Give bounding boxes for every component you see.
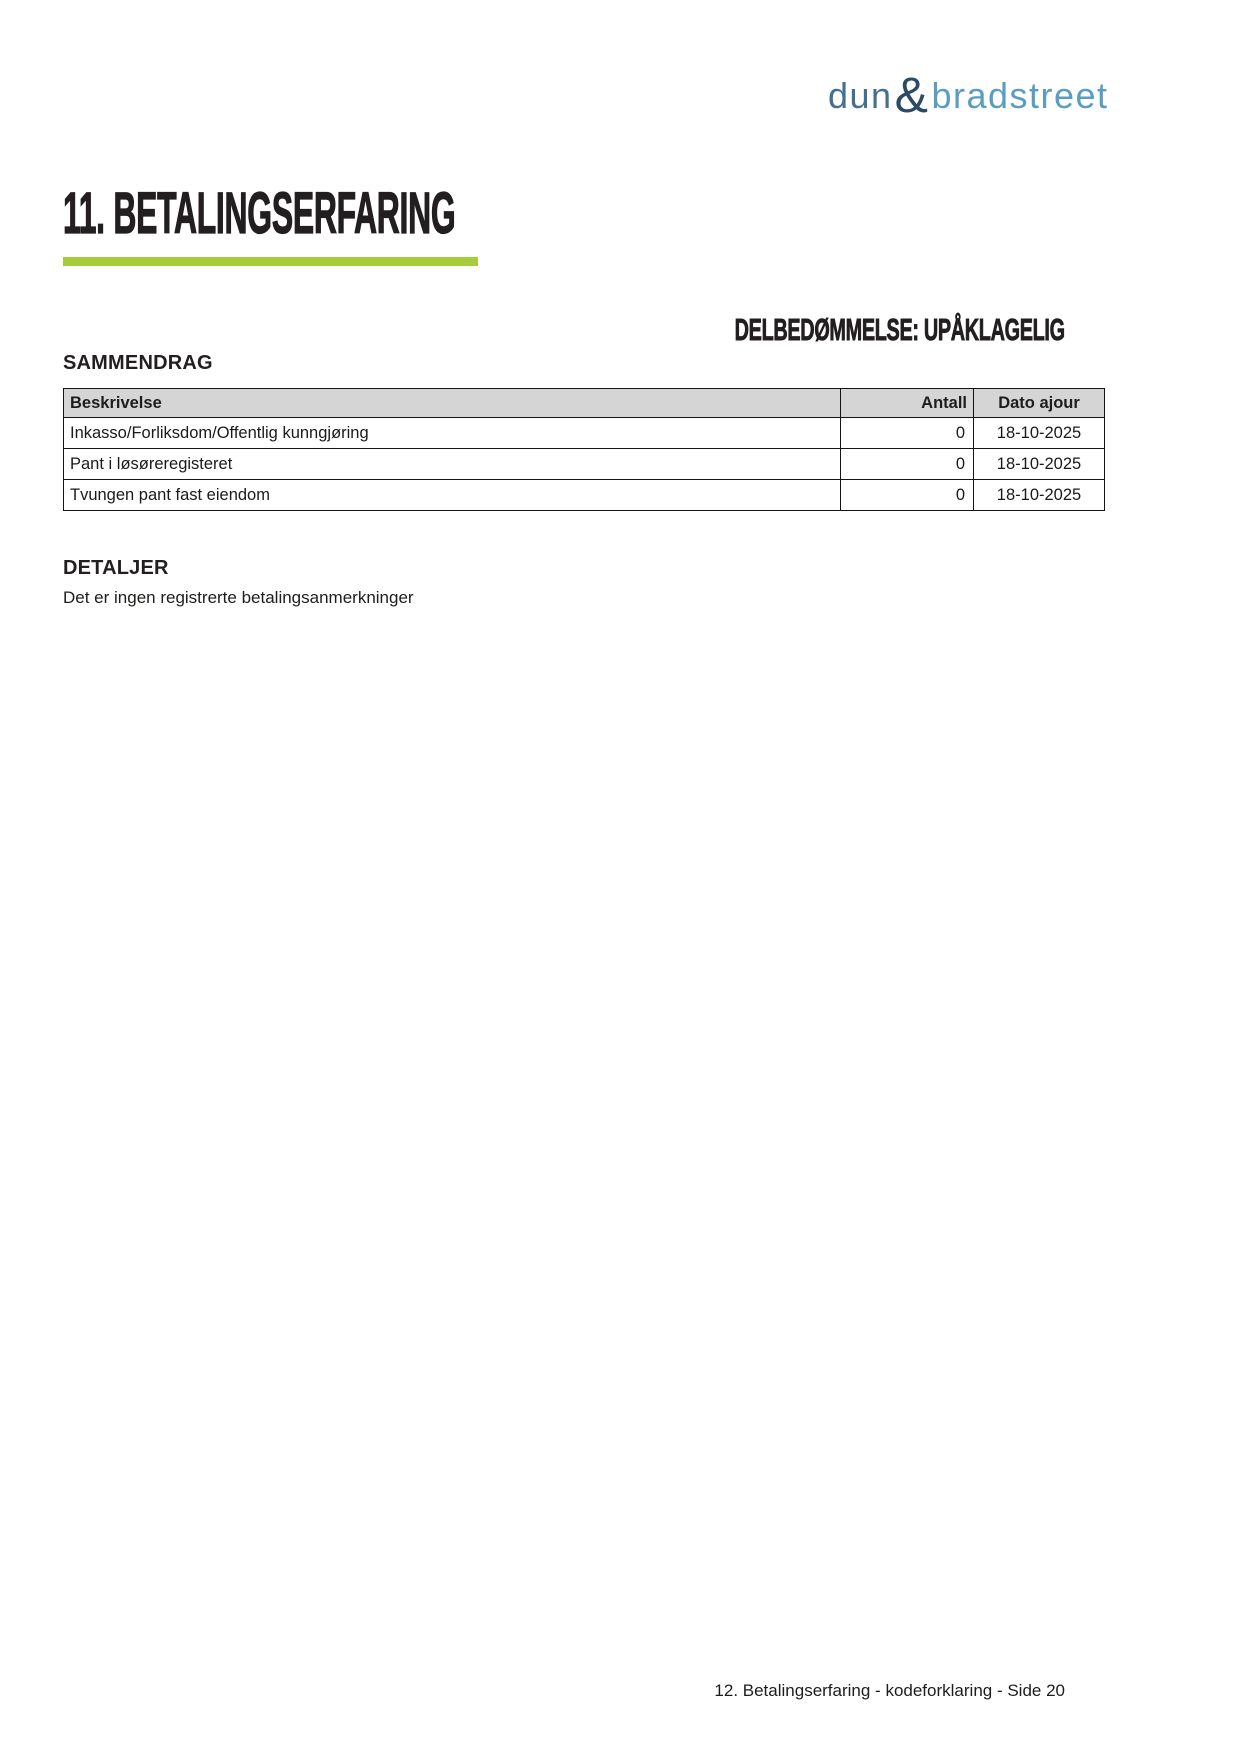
page-title: 11. BETALINGSERFARING [63, 181, 456, 246]
section-label-detaljer: DETALJER [63, 557, 169, 579]
accent-rule [63, 257, 478, 266]
dun-bradstreet-logo [828, 67, 1109, 123]
cell-beskrivelse: Inkasso/Forliksdom/Offentlig kunngjøring [64, 418, 841, 449]
cell-dato-ajour: 18-10-2025 [974, 480, 1105, 511]
cell-dato-ajour: 18-10-2025 [974, 418, 1105, 449]
table-row [64, 449, 1105, 480]
column-header-beskrivelse: Beskrivelse [64, 389, 841, 418]
footer-page-label: 12. Betalingserfaring - kodeforklaring - Side 20 [714, 1681, 1065, 1700]
column-header-dato-ajour: Dato ajour [974, 389, 1105, 418]
logo-dun-text: dun [828, 75, 893, 116]
cell-beskrivelse: Pant i løsøreregisteret [64, 449, 841, 480]
logo-bradstreet-text: bradstreet [931, 75, 1109, 116]
section-label-sammendrag: SAMMENDRAG [63, 352, 213, 374]
table-row [64, 480, 1105, 511]
cell-dato-ajour: 18-10-2025 [974, 449, 1105, 480]
summary-table-header-row [64, 389, 1105, 418]
cell-antall: 0 [841, 449, 974, 480]
cell-antall: 0 [841, 480, 974, 511]
column-header-antall: Antall [841, 389, 974, 418]
table-row [64, 418, 1105, 449]
cell-beskrivelse: Tvungen pant fast eiendom [64, 480, 841, 511]
cell-antall: 0 [841, 418, 974, 449]
details-text: Det er ingen registrerte betalingsanmerkninger [63, 588, 414, 607]
ampersand-icon: & [894, 67, 930, 123]
assessment-title: DELBEDØMMELSE: UPÅKLAGELIG [734, 312, 1065, 347]
summary-table [63, 388, 1105, 511]
